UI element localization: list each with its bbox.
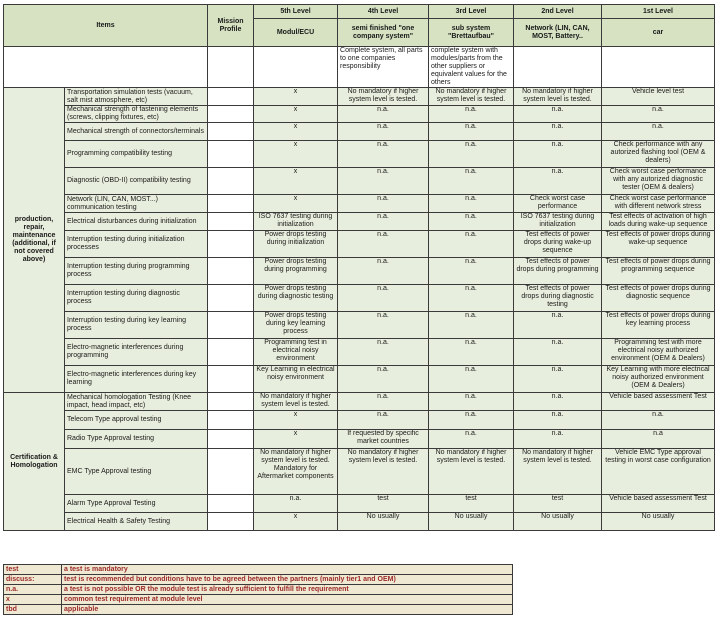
level-cell: x (254, 123, 338, 141)
level-cell: n.a. (338, 312, 429, 339)
table-row (4, 339, 715, 366)
table-row (4, 495, 715, 513)
legend-key: test (4, 565, 62, 575)
level-cell: n.a. (429, 106, 514, 123)
level-cell: test (338, 495, 429, 513)
level-cell: n.a. (338, 285, 429, 312)
legend-desc: common test requirement at module level (62, 595, 513, 605)
level-cell: Power drops testing during diagnostic testing (254, 285, 338, 312)
mission-profile-cell (208, 258, 254, 285)
legend-desc: applicable (62, 605, 513, 615)
level-cell: n.a. (429, 141, 514, 168)
level-cell: n.a. (514, 393, 602, 411)
level-cell: n.a. (338, 195, 429, 213)
header-items-spacer (4, 47, 208, 88)
item-label: Interruption testing during diagnostic process (65, 285, 208, 312)
mission-profile-cell (208, 231, 254, 258)
level-cell: n.a. (338, 411, 429, 430)
header-level-3-name: sub system "Brettaufbau" (429, 19, 514, 47)
header-level-3: 3rd Level (429, 5, 514, 19)
level-cell: Power drops testing during initialization (254, 231, 338, 258)
level-cell: Test effects of power drops during diagnostic testing (514, 285, 602, 312)
level-cell: No mandatory if higher system level is tested. (429, 88, 514, 106)
level-cell: n.a. (429, 393, 514, 411)
mission-profile-cell (208, 393, 254, 411)
table-row (4, 366, 715, 393)
legend-desc: a test is mandatory (62, 565, 513, 575)
level-cell: n.a. (429, 258, 514, 285)
legend-row (4, 585, 513, 595)
header-level-4-desc: Complete system, all parts to one companies responsibility (338, 47, 429, 88)
header-level-1: 1st Level (602, 5, 715, 19)
table-row (4, 168, 715, 195)
item-label: Mechanical strength of connectors/terminals (65, 123, 208, 141)
category-label: production, repair, maintenance (additional, if not covered above) (4, 88, 65, 393)
level-cell: n.a. (429, 430, 514, 449)
level-cell: Power drops testing during programming (254, 258, 338, 285)
level-cell: Test effects of power drops during wake-up sequence (602, 231, 715, 258)
mission-profile-cell (208, 195, 254, 213)
level-cell: x (254, 141, 338, 168)
level-cell: n.a. (514, 168, 602, 195)
level-cell: Test effects of power drops during wake-up sequence (514, 231, 602, 258)
level-cell: x (254, 411, 338, 430)
item-label: Electro-magnetic interferences during key learning (65, 366, 208, 393)
level-cell: n.a. (338, 258, 429, 285)
level-cell: n.a. (514, 312, 602, 339)
level-cell: x (254, 195, 338, 213)
level-cell: No mandatory if higher system level is tested. (338, 88, 429, 106)
level-cell: Check performance with any autorized flashing tool (OEM & dealers) (602, 141, 715, 168)
header-level-2: 2nd Level (514, 5, 602, 19)
item-label: Mechanical strength of fastening elements (screws, clipping fixtures, etc) (65, 106, 208, 123)
item-label: Electrical Health & Safety Testing (65, 513, 208, 531)
level-cell: n.a. (338, 366, 429, 393)
item-label: Network (LIN, CAN, MOST...) communication testing (65, 195, 208, 213)
legend (3, 564, 513, 615)
header-level-4: 4th Level (338, 5, 429, 19)
table-row (4, 430, 715, 449)
level-cell: n.a. (338, 123, 429, 141)
test-level-table (3, 4, 715, 531)
level-cell: n.a. (338, 213, 429, 231)
table-row (4, 88, 715, 106)
level-cell: No usually (514, 513, 602, 531)
header-level-2-desc (514, 47, 602, 88)
item-label: Alarm Type Approval Testing (65, 495, 208, 513)
category-label: Certification & Homologation (4, 393, 65, 531)
table-row (4, 231, 715, 258)
header-level-5-name: Modul/ECU (254, 19, 338, 47)
level-cell: Test effects of power drops during programming (514, 258, 602, 285)
level-cell: No usually (338, 513, 429, 531)
level-cell: test (514, 495, 602, 513)
header-level-1-name: car (602, 19, 715, 47)
mission-profile-cell (208, 88, 254, 106)
item-label: Interruption testing during key learning process (65, 312, 208, 339)
legend-row (4, 595, 513, 605)
level-cell: test (429, 495, 514, 513)
mission-profile-cell (208, 213, 254, 231)
level-cell: n.a. (602, 123, 715, 141)
level-cell: n.a. (338, 141, 429, 168)
mission-profile-cell (208, 123, 254, 141)
level-cell: x (254, 88, 338, 106)
level-cell: Test effects of power drops during diagnostic sequence (602, 285, 715, 312)
level-cell: n.a. (514, 339, 602, 366)
level-cell: n.a. (429, 285, 514, 312)
level-cell: n.a. (429, 366, 514, 393)
level-cell: n.a. (338, 106, 429, 123)
level-cell: n.a. (514, 411, 602, 430)
level-cell: n.a. (514, 366, 602, 393)
level-cell: n.a. (429, 312, 514, 339)
table-row (4, 285, 715, 312)
level-cell: n.a. (338, 393, 429, 411)
level-cell: Vehicle based assessment Test (602, 393, 715, 411)
mission-profile-cell (208, 141, 254, 168)
level-cell: Test effects of activation of high loads during wake-up sequence (602, 213, 715, 231)
level-cell: Vehicle level test (602, 88, 715, 106)
level-cell: No mandatory if higher system level is tested. (429, 449, 514, 495)
header-level-5-desc (254, 47, 338, 88)
level-cell: Power drops testing during key learning process (254, 312, 338, 339)
mission-profile-cell (208, 366, 254, 393)
table-row (4, 258, 715, 285)
level-cell: n.a (602, 430, 715, 449)
legend-desc: test is recommended but conditions have to be agreed between the partners (mainly tier1 and OEM) (62, 575, 513, 585)
item-label: Electro-magnetic interferences during programming (65, 339, 208, 366)
level-cell: n.a. (429, 168, 514, 195)
item-label: Telecom Type approval testing (65, 411, 208, 430)
item-label: EMC Type Approval testing (65, 449, 208, 495)
item-label: Electrical disturbances during initialization (65, 213, 208, 231)
level-cell: n.a. (429, 339, 514, 366)
header-level-2-name: Network (LIN, CAN, MOST, Battery.. (514, 19, 602, 47)
header-level-3-desc: complete system with modules/parts from the other suppliers or equivalent values for the others (429, 47, 514, 88)
level-cell: n.a. (338, 168, 429, 195)
legend-key: n.a. (4, 585, 62, 595)
header-mission-profile: Mission Profile (208, 5, 254, 47)
mission-profile-cell (208, 411, 254, 430)
level-cell: Vehicle based assessment Test (602, 495, 715, 513)
legend-key: x (4, 595, 62, 605)
level-cell: If requested by specific market countries (338, 430, 429, 449)
level-cell: ISO 7637 testing during initialization (254, 213, 338, 231)
table-row (4, 141, 715, 168)
mission-profile-cell (208, 285, 254, 312)
level-cell: n.a. (514, 106, 602, 123)
level-cell: n.a. (338, 231, 429, 258)
level-cell: n.a. (429, 231, 514, 258)
header-level-5: 5th Level (254, 5, 338, 19)
level-cell: n.a. (602, 106, 715, 123)
item-label: Diagnostic (OBD-II) compatibility testing (65, 168, 208, 195)
table-row (4, 312, 715, 339)
header-mission-spacer (208, 47, 254, 88)
level-cell: n.a. (254, 495, 338, 513)
legend-row (4, 605, 513, 615)
mission-profile-cell (208, 106, 254, 123)
level-cell: n.a. (429, 195, 514, 213)
item-label: Mechanical homologation Testing (Knee impact, head impact, etc) (65, 393, 208, 411)
item-label: Interruption testing during initialization processes (65, 231, 208, 258)
level-cell: n.a. (514, 141, 602, 168)
table-row (4, 213, 715, 231)
legend-row (4, 575, 513, 585)
level-cell: Key Learning with more electrical noisy authorized environment (OEM & Dealers) (602, 366, 715, 393)
level-cell: Test effects of power drops during key learning process (602, 312, 715, 339)
test-matrix (3, 4, 714, 531)
table-row (4, 393, 715, 411)
mission-profile-cell (208, 339, 254, 366)
level-cell: No usually (602, 513, 715, 531)
level-cell: Vehicle EMC Type approval testing in worst case configuration (602, 449, 715, 495)
mission-profile-cell (208, 168, 254, 195)
level-cell: x (254, 168, 338, 195)
item-label: Programming compatibility testing (65, 141, 208, 168)
level-cell: Check worst case performance with any autorized diagnostic tester (OEM & dealers) (602, 168, 715, 195)
level-cell: x (254, 513, 338, 531)
level-cell: Programming test with more electrical noisy authorized environment (OEM & Dealers) (602, 339, 715, 366)
table-row (4, 195, 715, 213)
level-cell: n.a. (514, 430, 602, 449)
level-cell: Check worst case performance (514, 195, 602, 213)
table-row (4, 449, 715, 495)
legend-desc: a test is not possible OR the module test is already sufficient to fulfill the requirement (62, 585, 513, 595)
mission-profile-cell (208, 430, 254, 449)
mission-profile-cell (208, 495, 254, 513)
level-cell: Key Learning in electrical noisy environment (254, 366, 338, 393)
mission-profile-cell (208, 312, 254, 339)
level-cell: n.a. (514, 123, 602, 141)
level-cell: Check worst case performance with different network stress (602, 195, 715, 213)
level-cell: x (254, 106, 338, 123)
level-cell: n.a. (338, 339, 429, 366)
table-row (4, 513, 715, 531)
item-label: Radio Type Approval testing (65, 430, 208, 449)
level-cell: x (254, 430, 338, 449)
level-cell: Programming test in electrical noisy environment (254, 339, 338, 366)
mission-profile-cell (208, 513, 254, 531)
table-row (4, 411, 715, 430)
level-cell: No usually (429, 513, 514, 531)
mission-profile-cell (208, 449, 254, 495)
level-cell: No mandatory if higher system level is tested. (338, 449, 429, 495)
item-label: Interruption testing during programming process (65, 258, 208, 285)
level-cell: No mandatory if higher system level is tested. (514, 88, 602, 106)
header-items: Items (4, 5, 208, 47)
header-level-4-name: semi finished "one company system" (338, 19, 429, 47)
level-cell: ISO 7637 testing during initialization (514, 213, 602, 231)
table-row (4, 106, 715, 123)
item-label: Transportation simulation tests (vacuum, salt mist atmosphere, etc) (65, 88, 208, 106)
level-cell: No mandatory if higher system level is tested. (254, 393, 338, 411)
level-cell: Test effects of power drops during programming sequence (602, 258, 715, 285)
level-cell: n.a. (429, 411, 514, 430)
level-cell: n.a. (429, 213, 514, 231)
legend-key: discuss: (4, 575, 62, 585)
table-row (4, 123, 715, 141)
legend-row (4, 565, 513, 575)
level-cell: n.a. (602, 411, 715, 430)
header-level-1-desc (602, 47, 715, 88)
level-cell: No mandatory if higher system level is tested. Mandatory for Aftermarket components (254, 449, 338, 495)
legend-key: tbd (4, 605, 62, 615)
level-cell: n.a. (429, 123, 514, 141)
level-cell: No mandatory if higher system level is tested. (514, 449, 602, 495)
